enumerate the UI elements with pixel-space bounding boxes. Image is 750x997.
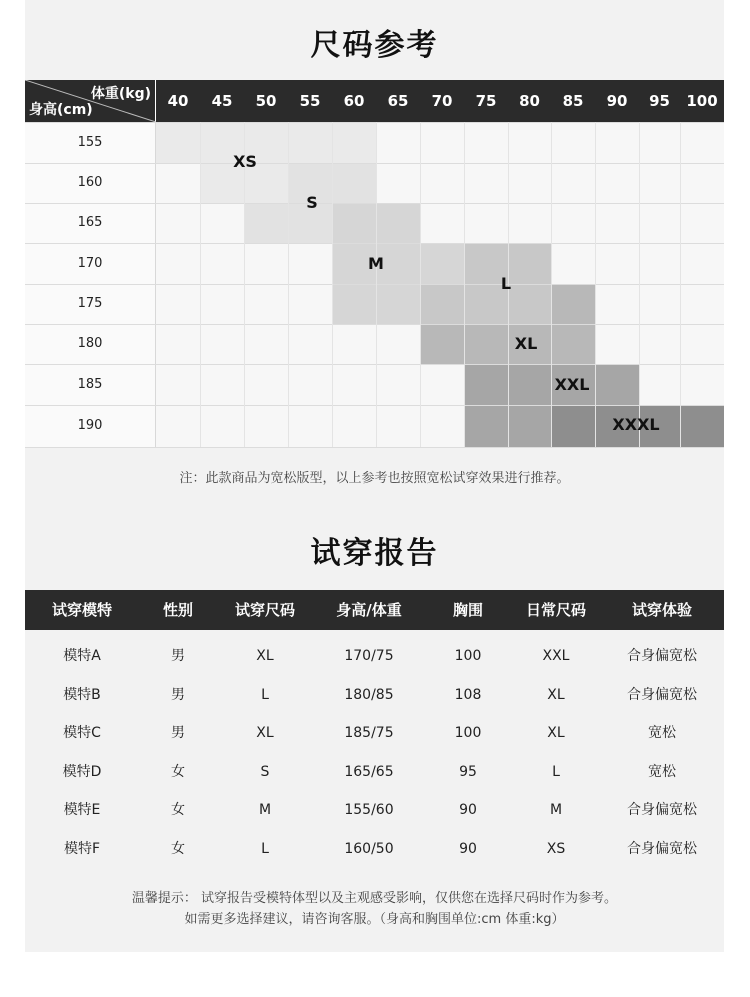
- grid-line-v: [200, 122, 201, 447]
- report-cell: 100: [454, 725, 482, 742]
- grid-line-h: [25, 447, 724, 448]
- weight-col-55: 55: [299, 92, 321, 110]
- weight-col-90: 90: [606, 92, 628, 110]
- table-row: [25, 791, 724, 829]
- size-label-xl: XL: [514, 334, 538, 353]
- report-cell: XL: [256, 648, 274, 664]
- height-axis-label: 身高(cm): [29, 102, 93, 118]
- report-cell: 165/65: [344, 763, 394, 780]
- grid-line-h: [25, 364, 724, 365]
- weight-col-65: 65: [387, 92, 409, 110]
- report-cell: M: [258, 802, 272, 819]
- grid-line-h: [25, 405, 724, 406]
- table-row: [25, 676, 724, 714]
- report-cell: M: [549, 802, 563, 819]
- report-cell: 180/85: [344, 686, 394, 703]
- report-cell: S: [260, 763, 270, 780]
- height-row-160: 160: [25, 163, 156, 203]
- table-row: [25, 753, 724, 791]
- report-cell: XL: [547, 686, 565, 703]
- weight-col-75: 75: [475, 92, 497, 110]
- report-header-cell: 性别: [162, 601, 193, 619]
- report-cell: XL: [256, 725, 274, 742]
- grid-line-v: [420, 122, 421, 447]
- report-cell: L: [261, 841, 269, 857]
- report-cell: 合身偏宽松: [627, 648, 697, 664]
- size-chart-panel: [25, 0, 724, 500]
- grid-line-h: [25, 324, 724, 325]
- size-label-xxl: XXL: [554, 375, 590, 394]
- report-header-cell: 试穿尺码: [234, 601, 295, 619]
- grid-line-v: [680, 122, 681, 447]
- report-cell: 男: [171, 648, 185, 664]
- grid-line-h: [25, 163, 724, 164]
- report-cell: 女: [171, 841, 185, 857]
- weight-col-95: 95: [649, 92, 670, 110]
- report-cell: 185/75: [344, 725, 394, 742]
- report-cell: 模特C: [63, 725, 101, 742]
- height-row-190: 190: [25, 405, 156, 447]
- report-cell: 男: [171, 686, 185, 703]
- size-chart-title: 尺码参考: [310, 28, 439, 63]
- table-row: [25, 714, 724, 752]
- size-label-m: M: [368, 254, 384, 273]
- report-cell: 155/60: [344, 802, 394, 819]
- height-row-165: 165: [25, 203, 156, 243]
- report-cell: 男: [171, 725, 185, 742]
- weight-col-100: 100: [686, 92, 718, 110]
- height-row-175: 175: [25, 284, 156, 324]
- report-cell: 合身偏宽松: [627, 802, 697, 819]
- report-cell: 女: [171, 763, 185, 780]
- size-label-l: L: [500, 274, 512, 293]
- fit-report-tip-1: 温馨提示： 试穿报告受模特体型以及主观感受影响，仅供您在选择尺码时作为参考。: [131, 891, 618, 906]
- report-cell: XS: [546, 841, 566, 857]
- report-cell: 90: [459, 802, 477, 819]
- report-cell: L: [552, 763, 560, 780]
- size-chart-note: 注：此款商品为宽松版型，以上参考也按照宽松试穿效果进行推荐。: [179, 471, 570, 486]
- report-cell: 合身偏宽松: [627, 841, 697, 857]
- height-row-180: 180: [25, 324, 156, 364]
- size-label-s: S: [306, 193, 318, 212]
- report-cell: 模特F: [63, 841, 101, 857]
- report-cell: 108: [454, 686, 482, 703]
- grid-line-v: [332, 122, 333, 447]
- report-header-cell: 胸围: [452, 601, 483, 619]
- grid-line-v: [551, 122, 552, 447]
- grid-line-h: [25, 284, 724, 285]
- report-cell: 160/50: [344, 841, 394, 857]
- grid-line-v: [595, 122, 596, 447]
- grid-line-v: [639, 122, 640, 447]
- weight-col-60: 60: [343, 92, 365, 110]
- report-cell: 模特B: [63, 686, 101, 703]
- report-header-cell: 身高/体重: [336, 601, 402, 619]
- weight-col-50: 50: [255, 92, 277, 110]
- report-cell: 合身偏宽松: [627, 686, 697, 703]
- fit-report-tip-2: 如需更多选择建议，请咨询客服。（身高和胸围单位:cm 体重:kg）: [184, 912, 565, 927]
- report-cell: 宽松: [648, 763, 676, 780]
- grid-corner: [25, 80, 156, 122]
- weight-col-70: 70: [431, 92, 453, 110]
- fit-report-title: 试穿报告: [310, 536, 439, 571]
- report-cell: 170/75: [344, 648, 394, 664]
- height-row-170: 170: [25, 243, 156, 284]
- grid-line-v: [376, 122, 377, 447]
- report-header-cell: 试穿模特: [51, 601, 112, 619]
- report-cell: 95: [459, 763, 477, 780]
- weight-col-85: 85: [562, 92, 584, 110]
- report-cell: 宽松: [648, 725, 676, 742]
- grid-line-h: [25, 122, 724, 123]
- report-cell: 模特D: [62, 763, 102, 780]
- weight-col-40: 40: [167, 92, 189, 110]
- grid-line-h: [25, 203, 724, 204]
- weight-col-45: 45: [211, 92, 233, 110]
- report-cell: 100: [454, 648, 482, 664]
- size-grid: [25, 80, 724, 447]
- fit-report-panel: [25, 500, 724, 952]
- report-cell: 女: [171, 802, 185, 819]
- fit-report-header-row: [25, 590, 724, 630]
- table-row: [25, 830, 724, 868]
- report-cell: XL: [547, 725, 565, 742]
- report-cell: L: [261, 686, 269, 703]
- report-cell: 模特E: [63, 802, 101, 819]
- report-header-cell: 试穿体验: [631, 601, 692, 619]
- size-shade-block: [551, 284, 595, 324]
- size-label-xs: XS: [233, 152, 257, 171]
- report-cell: XXL: [542, 648, 570, 664]
- report-cell: 90: [459, 841, 477, 857]
- weight-axis-label: 体重(kg): [90, 86, 151, 102]
- size-label-xxxl: XXXL: [612, 415, 660, 434]
- weight-col-80: 80: [519, 92, 540, 110]
- grid-line-v: [464, 122, 465, 447]
- grid-line-v: [288, 122, 289, 447]
- table-row: [25, 637, 724, 675]
- grid-line-h: [25, 243, 724, 244]
- height-row-155: 155: [25, 122, 156, 163]
- report-cell: 模特A: [63, 648, 101, 664]
- report-header-cell: 日常尺码: [525, 601, 586, 619]
- height-row-185: 185: [25, 364, 156, 405]
